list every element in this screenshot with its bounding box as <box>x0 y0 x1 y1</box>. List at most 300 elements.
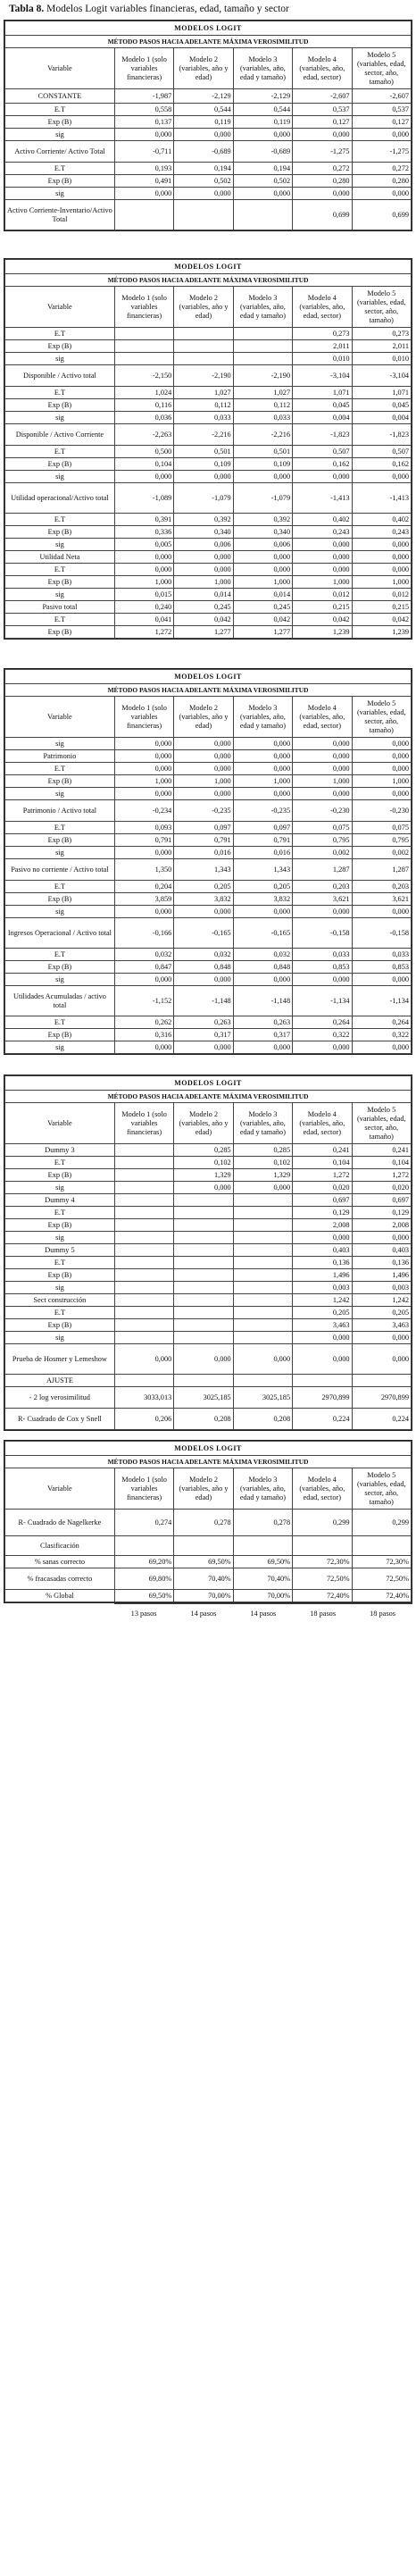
value-cell: 0,501 <box>233 446 292 458</box>
variable-cell: Exp (B) <box>5 834 115 847</box>
value-cell <box>174 1257 233 1269</box>
value-cell: 0,006 <box>174 539 233 551</box>
variable-cell: sig <box>5 788 115 800</box>
value-cell: 0,000 <box>293 974 352 986</box>
value-cell <box>233 353 292 365</box>
value-cell: 0,109 <box>233 458 292 471</box>
value-cell <box>114 200 173 230</box>
method-label: MÉTODO PASOS HACIA ADELANTE MÁXIMA VEROSIMILITUD <box>5 274 412 287</box>
value-cell: 0,000 <box>233 974 292 986</box>
variable-cell: sig <box>5 738 115 750</box>
value-cell: 0,194 <box>174 163 233 175</box>
variable-cell: E.T <box>5 446 115 458</box>
value-cell <box>233 1307 292 1319</box>
table-row <box>5 738 412 750</box>
value-cell: 72,30% <box>293 1556 352 1568</box>
value-cell: 3,621 <box>293 893 352 906</box>
value-cell: 0,016 <box>174 847 233 859</box>
value-cell: 0,042 <box>174 614 233 626</box>
value-cell: 0,000 <box>352 1344 411 1375</box>
value-cell: 0,502 <box>174 175 233 188</box>
value-cell: 0,274 <box>114 1510 173 1536</box>
table-row <box>5 906 412 918</box>
table-block <box>4 1440 412 1603</box>
value-cell: 1,027 <box>233 387 292 399</box>
table-row <box>5 1375 412 1387</box>
value-cell: 1,000 <box>114 775 173 788</box>
column-header: Variable <box>5 1103 115 1144</box>
header-row <box>5 287 412 328</box>
method-label: MÉTODO PASOS HACIA ADELANTE MÁXIMA VEROSIMILITUD <box>5 1456 412 1468</box>
value-cell: 0,273 <box>293 328 352 340</box>
value-cell: 0,000 <box>174 763 233 775</box>
value-cell: 0,000 <box>352 539 411 551</box>
value-cell: 0,507 <box>352 446 411 458</box>
value-cell <box>174 1269 233 1282</box>
variable-cell: CONSTANTE <box>5 89 115 104</box>
variable-cell: Patrimonio / Activo total <box>5 800 115 822</box>
column-header: Modelo 3 (variables, año, edad y tamaño) <box>233 287 292 328</box>
table-row <box>5 116 412 129</box>
table-row <box>5 961 412 974</box>
variable-cell: sig <box>5 1041 115 1054</box>
value-cell: 1,000 <box>114 576 173 589</box>
value-cell: 0,020 <box>293 1182 352 1194</box>
variable-cell: Exp (B) <box>5 175 115 188</box>
variable-cell: Activo Corriente/ Activo Total <box>5 141 115 163</box>
value-cell: -1,134 <box>352 986 411 1016</box>
variable-cell: Exp (B) <box>5 893 115 906</box>
value-cell: 0,042 <box>233 614 292 626</box>
column-header: Modelo 5 (variables, edad, sector, año, tamaño) <box>352 48 411 89</box>
value-cell <box>114 1536 173 1556</box>
value-cell <box>114 1169 173 1182</box>
value-cell: 0,193 <box>114 163 173 175</box>
table-row <box>5 1207 412 1219</box>
value-cell: 70,00% <box>233 1590 292 1602</box>
value-cell: -0,158 <box>352 918 411 949</box>
variable-cell: Exp (B) <box>5 1219 115 1232</box>
value-cell: 0,000 <box>352 738 411 750</box>
value-cell: 0,000 <box>293 188 352 200</box>
value-cell: 69,80% <box>114 1568 173 1590</box>
variable-cell: AJUSTE <box>5 1375 115 1387</box>
value-cell: 0,010 <box>293 353 352 365</box>
steps-cell: 13 pasos <box>114 1604 174 1624</box>
value-cell: 0,032 <box>233 949 292 961</box>
value-cell: 0,000 <box>233 1041 292 1054</box>
value-cell: 0,245 <box>174 601 233 614</box>
table-row <box>5 175 412 188</box>
caption-row <box>5 21 412 36</box>
value-cell: 0,000 <box>114 188 173 200</box>
value-cell: 0,241 <box>293 1144 352 1157</box>
value-cell: 0,299 <box>293 1510 352 1536</box>
value-cell: 0,102 <box>233 1157 292 1169</box>
table-row <box>5 1319 412 1332</box>
value-cell: 0,537 <box>352 104 411 116</box>
value-cell: 0,000 <box>293 1332 352 1344</box>
table-row <box>5 514 412 526</box>
table-row <box>5 188 412 200</box>
table-title-label: Tabla 8. <box>9 4 45 14</box>
column-header: Modelo 1 (solo variables financieras) <box>114 1103 173 1144</box>
value-cell: 0,000 <box>174 471 233 483</box>
value-cell: 0,000 <box>352 763 411 775</box>
value-cell: -1,089 <box>114 483 173 514</box>
value-cell: -2,607 <box>352 89 411 104</box>
header-row <box>5 48 412 89</box>
variable-cell: Exp (B) <box>5 116 115 129</box>
value-cell: 0,000 <box>352 1232 411 1244</box>
variable-cell: E.T <box>5 881 115 893</box>
table-row <box>5 1510 412 1536</box>
value-cell: -2,190 <box>233 365 292 387</box>
value-cell: 0,033 <box>233 412 292 424</box>
value-cell: 0,853 <box>352 961 411 974</box>
value-cell <box>174 1375 233 1387</box>
value-cell: 0,205 <box>293 1307 352 1319</box>
table-row <box>5 526 412 539</box>
variable-cell: E.T <box>5 1207 115 1219</box>
value-cell <box>233 1269 292 1282</box>
column-header: Modelo 3 (variables, año, edad y tamaño) <box>233 48 292 89</box>
value-cell: 0,045 <box>352 399 411 412</box>
value-cell: 0,129 <box>352 1207 411 1219</box>
value-cell: -2,216 <box>174 424 233 446</box>
column-header: Modelo 3 (variables, año, edad y tamaño) <box>233 1103 292 1144</box>
value-cell: 0,317 <box>233 1029 292 1041</box>
table-row <box>5 974 412 986</box>
value-cell: -1,148 <box>233 986 292 1016</box>
column-header: Variable <box>5 48 115 89</box>
value-cell: -2,607 <box>293 89 352 104</box>
value-cell: 0,224 <box>352 1409 411 1430</box>
table-row <box>5 1029 412 1041</box>
value-cell: 0,317 <box>174 1029 233 1041</box>
value-cell: 0,000 <box>233 738 292 750</box>
value-cell: 0,000 <box>352 129 411 141</box>
variable-cell: Exp (B) <box>5 961 115 974</box>
value-cell: 0,000 <box>352 1332 411 1344</box>
variable-cell: sig <box>5 974 115 986</box>
value-cell: 0,014 <box>233 589 292 601</box>
value-cell: 0,000 <box>233 788 292 800</box>
value-cell: -0,689 <box>233 141 292 163</box>
method-row <box>5 684 412 697</box>
variable-cell: E.T <box>5 514 115 526</box>
method-label: MÉTODO PASOS HACIA ADELANTE MÁXIMA VEROSIMILITUD <box>5 1091 412 1103</box>
value-cell: 0,205 <box>233 881 292 893</box>
value-cell: 0,263 <box>174 1016 233 1029</box>
value-cell <box>233 1332 292 1344</box>
value-cell: -0,165 <box>233 918 292 949</box>
variable-cell: Pasivo total <box>5 601 115 614</box>
value-cell: 0,194 <box>233 163 292 175</box>
value-cell: 0,000 <box>293 539 352 551</box>
table-row <box>5 893 412 906</box>
steps-cell: 18 pasos <box>353 1604 412 1624</box>
value-cell: 0,112 <box>233 399 292 412</box>
variable-cell: Ingresos Operacional / Activo total <box>5 918 115 949</box>
value-cell: 0,000 <box>114 974 173 986</box>
column-header: Modelo 2 (variables, año y edad) <box>174 287 233 328</box>
value-cell <box>233 1194 292 1207</box>
value-cell: 0,848 <box>233 961 292 974</box>
value-cell: 0,241 <box>352 1144 411 1157</box>
variable-cell: % Global <box>5 1590 115 1602</box>
value-cell <box>352 1536 411 1556</box>
value-cell: 2970,899 <box>352 1387 411 1409</box>
value-cell: 0,340 <box>233 526 292 539</box>
table-caption: MODELOS LOGIT <box>5 1076 412 1091</box>
table-row <box>5 834 412 847</box>
table-title-text: Modelos Logit variables financieras, edad, tamaño y sector <box>46 4 289 14</box>
value-cell <box>233 340 292 353</box>
value-cell: 0,041 <box>114 614 173 626</box>
value-cell: 3025,185 <box>233 1387 292 1409</box>
value-cell: 0,280 <box>352 175 411 188</box>
value-cell: 0,000 <box>174 738 233 750</box>
table-row <box>5 1332 412 1344</box>
value-cell <box>233 1219 292 1232</box>
value-cell <box>174 340 233 353</box>
value-cell: -1,275 <box>352 141 411 163</box>
value-cell: 72,40% <box>293 1590 352 1602</box>
variable-cell: Exp (B) <box>5 458 115 471</box>
value-cell: 72,50% <box>352 1568 411 1590</box>
value-cell: 0,000 <box>174 1182 233 1194</box>
variable-cell: sig <box>5 471 115 483</box>
value-cell: -1,079 <box>233 483 292 514</box>
value-cell <box>233 1319 292 1332</box>
variable-cell: sig <box>5 539 115 551</box>
value-cell: 0,264 <box>293 1016 352 1029</box>
value-cell: -1,152 <box>114 986 173 1016</box>
value-cell: 0,136 <box>352 1257 411 1269</box>
value-cell: 1,024 <box>114 387 173 399</box>
table-row <box>5 353 412 365</box>
value-cell <box>114 340 173 353</box>
value-cell <box>174 1219 233 1232</box>
value-cell: 0,000 <box>114 471 173 483</box>
value-cell: 0,791 <box>233 834 292 847</box>
variable-cell: Pasivo no corriente / Activo total <box>5 859 115 881</box>
value-cell: 0,000 <box>293 551 352 564</box>
value-cell: 0,392 <box>233 514 292 526</box>
table-row <box>5 918 412 949</box>
value-cell: 69,20% <box>114 1556 173 1568</box>
value-cell: 0,278 <box>233 1510 292 1536</box>
column-header: Modelo 4 (variables, año, edad, sector) <box>293 697 352 738</box>
table-row <box>5 626 412 639</box>
value-cell: 0,402 <box>293 514 352 526</box>
table-row <box>5 1144 412 1157</box>
value-cell: 0,000 <box>174 564 233 576</box>
variable-cell: Dummy 5 <box>5 1244 115 1257</box>
variable-cell: E.T <box>5 1016 115 1029</box>
logit-table <box>4 669 412 1054</box>
value-cell: 0,791 <box>114 834 173 847</box>
table-row <box>5 1182 412 1194</box>
value-cell: 0,042 <box>293 614 352 626</box>
value-cell <box>174 1207 233 1219</box>
value-cell <box>174 1307 233 1319</box>
table-row <box>5 788 412 800</box>
value-cell: 1,329 <box>233 1169 292 1182</box>
value-cell: -2,190 <box>174 365 233 387</box>
value-cell: 0,000 <box>233 564 292 576</box>
table-block <box>4 1075 412 1431</box>
value-cell <box>114 1219 173 1232</box>
value-cell: 0,119 <box>174 116 233 129</box>
value-cell: 72,40% <box>352 1590 411 1602</box>
value-cell: 0,033 <box>293 949 352 961</box>
value-cell: 1,239 <box>352 626 411 639</box>
logit-table <box>4 1075 412 1430</box>
value-cell: 0,104 <box>293 1157 352 1169</box>
value-cell: 2,011 <box>352 340 411 353</box>
value-cell: 0,102 <box>174 1157 233 1169</box>
variable-cell: Exp (B) <box>5 626 115 639</box>
variable-cell: Clasificación <box>5 1536 115 1556</box>
value-cell: -1,823 <box>352 424 411 446</box>
value-cell: 0,000 <box>352 551 411 564</box>
value-cell: 0,033 <box>352 949 411 961</box>
value-cell: 1,350 <box>114 859 173 881</box>
value-cell: 0,000 <box>233 750 292 763</box>
value-cell: 0,558 <box>114 104 173 116</box>
value-cell: 0,537 <box>293 104 352 116</box>
value-cell: 0,127 <box>352 116 411 129</box>
value-cell: 0,402 <box>352 514 411 526</box>
value-cell: 0,000 <box>114 564 173 576</box>
table-row <box>5 412 412 424</box>
value-cell: 3025,185 <box>174 1387 233 1409</box>
variable-cell: Exp (B) <box>5 1029 115 1041</box>
value-cell <box>114 1144 173 1157</box>
table-row <box>5 847 412 859</box>
value-cell: 0,205 <box>352 1307 411 1319</box>
value-cell: 0,000 <box>293 471 352 483</box>
value-cell: -1,275 <box>293 141 352 163</box>
column-header: Modelo 3 (variables, año, edad y tamaño) <box>233 1468 292 1510</box>
variable-cell: Disponible / Activo total <box>5 365 115 387</box>
value-cell: 3,859 <box>114 893 173 906</box>
caption-row <box>5 1076 412 1091</box>
value-cell <box>174 1232 233 1244</box>
variable-cell: sig <box>5 1332 115 1344</box>
table-row <box>5 1590 412 1602</box>
table-row <box>5 822 412 834</box>
value-cell: 69,50% <box>174 1556 233 1568</box>
value-cell <box>174 1194 233 1207</box>
variable-cell: Disponible / Activo Corriente <box>5 424 115 446</box>
header-row <box>5 1468 412 1510</box>
variable-cell: E.T <box>5 1307 115 1319</box>
value-cell: 0,544 <box>233 104 292 116</box>
value-cell: 0,203 <box>352 881 411 893</box>
method-row <box>5 274 412 287</box>
value-cell: 0,204 <box>114 881 173 893</box>
variable-cell: E.T <box>5 949 115 961</box>
value-cell: 0,002 <box>293 847 352 859</box>
value-cell: 1,000 <box>352 775 411 788</box>
value-cell: -1,413 <box>352 483 411 514</box>
variable-cell: Utilidad Neta <box>5 551 115 564</box>
value-cell: -1,987 <box>114 89 173 104</box>
value-cell: 0,000 <box>293 1041 352 1054</box>
value-cell <box>114 1307 173 1319</box>
value-cell: 1,000 <box>293 775 352 788</box>
value-cell: 0,699 <box>293 200 352 230</box>
variable-cell: sig <box>5 906 115 918</box>
table-row <box>5 1568 412 1590</box>
value-cell: 1,071 <box>352 387 411 399</box>
value-cell: 0,127 <box>293 116 352 129</box>
variable-cell: E.T <box>5 163 115 175</box>
table-row <box>5 1194 412 1207</box>
steps-spacer <box>4 1604 114 1624</box>
value-cell: 0,853 <box>293 961 352 974</box>
variable-cell: E.T <box>5 822 115 834</box>
column-header: Modelo 1 (solo variables financieras) <box>114 697 173 738</box>
value-cell <box>174 353 233 365</box>
value-cell <box>114 328 173 340</box>
value-cell: 0,104 <box>352 1157 411 1169</box>
variable-cell: E.T <box>5 564 115 576</box>
table-row <box>5 104 412 116</box>
value-cell: -1,413 <box>293 483 352 514</box>
value-cell: 0,847 <box>114 961 173 974</box>
value-cell: 1,027 <box>174 387 233 399</box>
variable-cell: E.T <box>5 387 115 399</box>
variable-cell: Utilidad operacional/Activo total <box>5 483 115 514</box>
table-row <box>5 614 412 626</box>
value-cell: 0,000 <box>233 129 292 141</box>
value-cell: 0,032 <box>174 949 233 961</box>
value-cell: 1,242 <box>352 1294 411 1307</box>
value-cell: 0,000 <box>293 564 352 576</box>
value-cell: 0,000 <box>293 788 352 800</box>
value-cell: 0,273 <box>352 328 411 340</box>
variable-cell: E.T <box>5 1157 115 1169</box>
value-cell: 0,003 <box>293 1282 352 1294</box>
table-row <box>5 601 412 614</box>
table-row <box>5 1344 412 1375</box>
variable-cell: Sect construcción <box>5 1294 115 1307</box>
value-cell <box>114 1319 173 1332</box>
value-cell: 0,097 <box>233 822 292 834</box>
value-cell: 0,000 <box>293 1232 352 1244</box>
value-cell: 0,000 <box>114 906 173 918</box>
value-cell: 70,00% <box>174 1590 233 1602</box>
table-row <box>5 1307 412 1319</box>
value-cell: 0,104 <box>114 458 173 471</box>
value-cell <box>174 328 233 340</box>
table-row <box>5 1157 412 1169</box>
value-cell: 0,136 <box>293 1257 352 1269</box>
value-cell: 0,075 <box>352 822 411 834</box>
table-row <box>5 458 412 471</box>
value-cell: 0,316 <box>114 1029 173 1041</box>
table-row <box>5 1169 412 1182</box>
value-cell: 0,000 <box>352 750 411 763</box>
value-cell: 0,006 <box>233 539 292 551</box>
value-cell: -3,104 <box>293 365 352 387</box>
table-row <box>5 1269 412 1282</box>
variable-cell: E.T <box>5 104 115 116</box>
